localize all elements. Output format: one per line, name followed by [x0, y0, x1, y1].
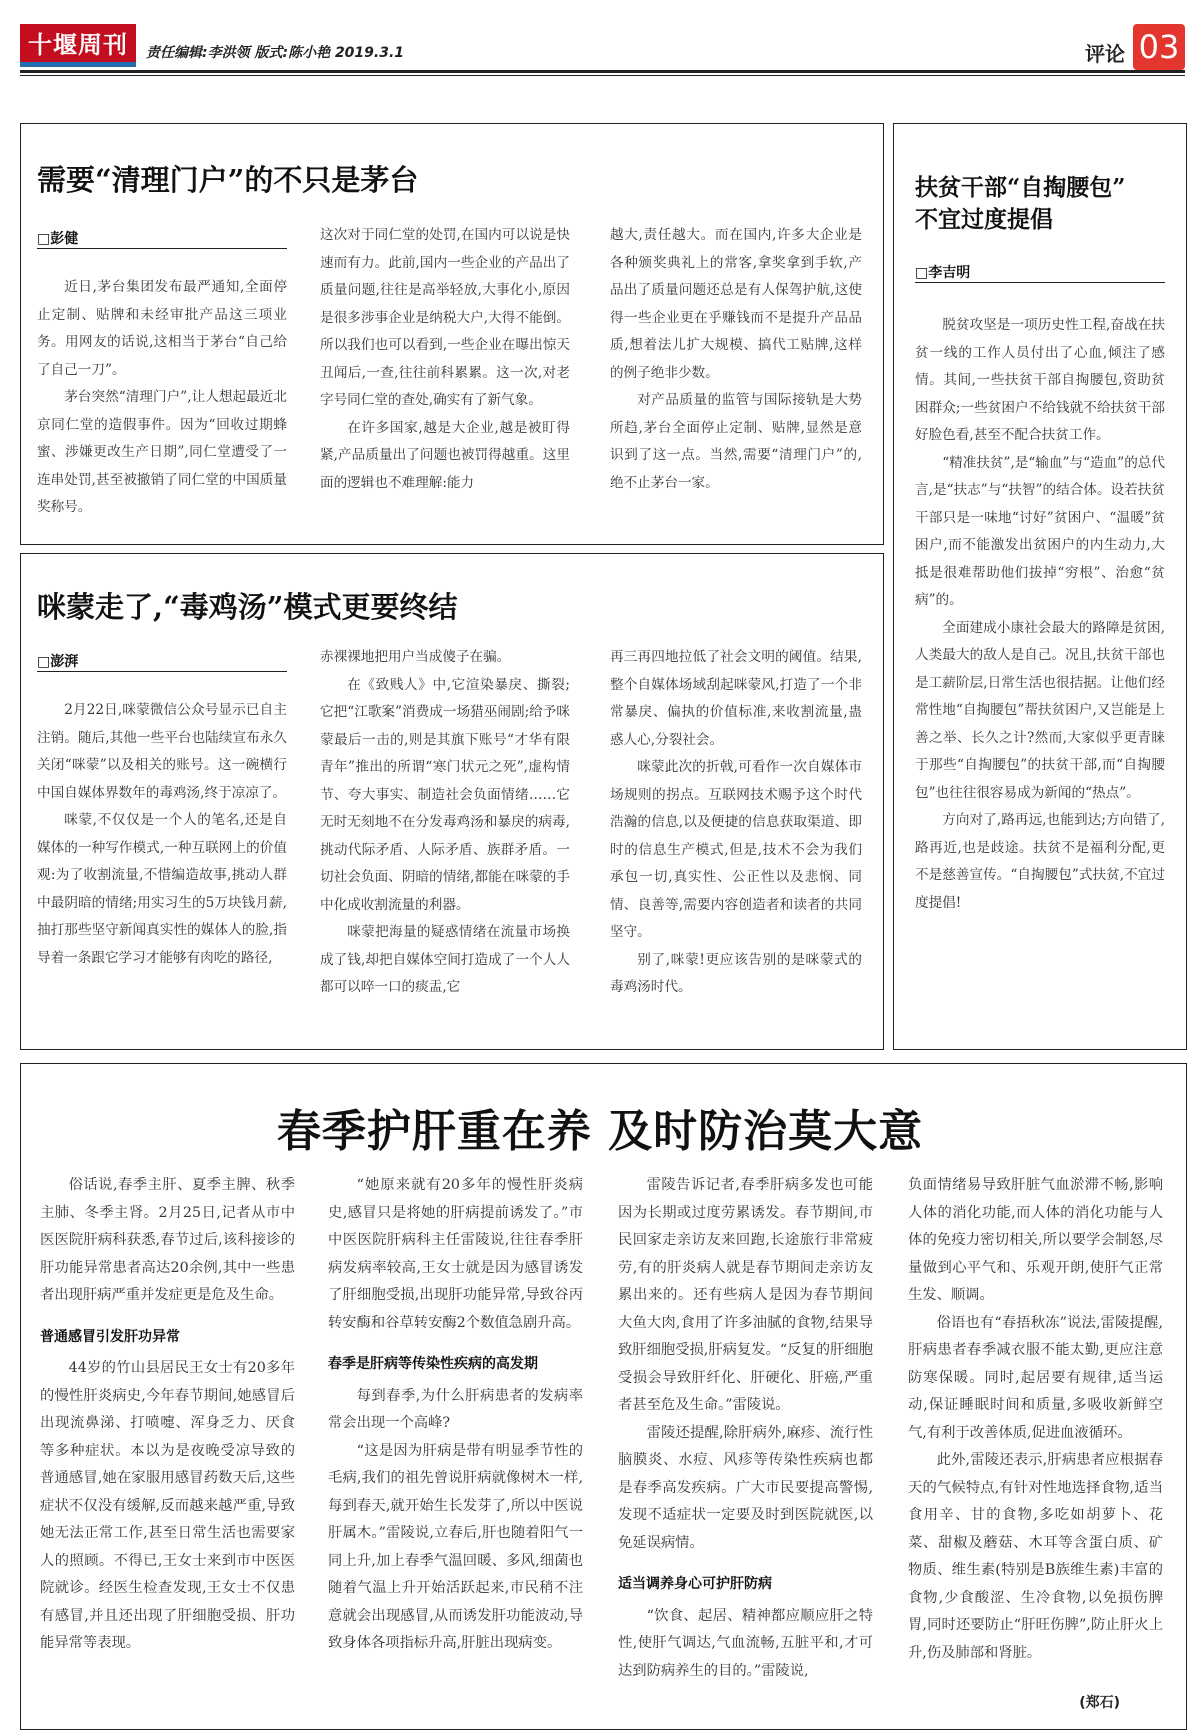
- article-poverty-author: □李吉明: [915, 265, 971, 281]
- paragraph: 越大,责任越大。而在国内,许多大企业是各种颁奖典礼上的常客,拿奖拿到手软,产品出了质量问题还总是有人保驾护航,这使得一些企业更在乎赚钱而不是提升产品品质,想着法儿扩大规模、搞代工贴牌,这样的例子绝非少数。: [610, 227, 862, 381]
- article-liver-signature: (郑石): [1079, 1695, 1120, 1711]
- page-number-badge: 03: [1133, 24, 1185, 70]
- author-rule: [37, 671, 287, 672]
- paragraph: 雷陵告诉记者,春季肝病多发也可能因为长期或过度劳累诱发。春节期间,市民回家走亲访友来回跑,长途旅行非常疲劳,有的肝炎病人就是春节期间走亲访友累出来的。还有些病人是因为春节期间大鱼大肉,食用了许多油腻的食物,结果导致肝细胞受损,肝病复发。“反复的肝细胞受损会导致肝纤化、肝硬化、肝癌,严重者甚至危及生命。”雷陵说。: [618, 1177, 873, 1413]
- paragraph: 咪蒙,不仅仅是一个人的笔名,还是自媒体的一种写作模式,一种互联网上的价值观:为了收割流量,不惜编造故事,挑动人群中最阴暗的情绪;用实习生的5万块钱月薪,抽打那些坚守新闻真实性的媒体人的脸,指导着一条跟它学习才能够有肉吃的路径,: [37, 812, 287, 966]
- paragraph: 负面情绪易导致肝脏气血淤滞不畅,影响人体的消化功能,而人体的消化功能与人体的免疫力密切相关,所以要学会制怒,尽量做到心平气和、乐观开朗,使肝气正常生发、顺调。: [908, 1177, 1163, 1303]
- author-rule: [915, 282, 1165, 283]
- paragraph: 在许多国家,越是大企业,越是被盯得紧,产品质量出了问题也被罚得越重。这里面的逻辑也不难理解:能力: [320, 419, 570, 491]
- article-mimeng-col3: [610, 644, 862, 1002]
- paragraph: 对产品质量的监管与国际接轨是大势所趋,茅台全面停止定制、贴牌,显然是意识到了这一点。当然,需要“清理门户”的,绝不止茅台一家。: [610, 392, 862, 491]
- paragraph: 方向对了,路再远,也能到达;方向错了,路再近,也是歧途。扶贫不是福利分配,更不是慈善宣传。“自掏腰包”式扶贫,不宜过度提倡!: [915, 812, 1165, 911]
- article-poverty-title: [915, 172, 1165, 236]
- article-liver-col4: [908, 1172, 1163, 1667]
- article-poverty-title-line1: 扶贫干部“自掏腰包”: [915, 174, 1126, 201]
- paragraph: 此外,雷陵还表示,肝病患者应根据春天的气候特点,有针对性地选择食物,适当食用辛、甘的食物,多吃如胡萝卜、花菜、甜椒及蘑菇、木耳等含蛋白质、矿物质、维生素(特别是B族维生素)丰富的食物,少食酸涩、生冷食物,以免损伤脾胃,同时还要防止“肝旺伤脾”,防止肝火上升,伤及肺部和肾脏。: [908, 1452, 1163, 1661]
- paragraph: 咪蒙此次的折戟,可看作一次自媒体市场规则的拐点。互联网技术赐予这个时代浩瀚的信息,以及便捷的信息获取渠道、即时的信息生产模式,但是,技术不会为我们承包一切,真实性、公正性以及悲悯、同情、良善等,需要内容创造者和读者的共同坚守。: [610, 759, 862, 940]
- article-mimeng-col1: [37, 697, 287, 972]
- paragraph: 俗语也有“春捂秋冻”说法,雷陵提醒,肝病患者春季减衣服不能太勤,更应注意防寒保暖。同时,起居要有规律,适当运动,保证睡眠时间和质量,多吸收新鲜空气,有利于改善体质,促进血液循环。: [908, 1314, 1163, 1441]
- paragraph: 2月22日,咪蒙微信公众号显示已自主注销。随后,其他一些平台也陆续宣布永久关闭“咪蒙”以及相关的账号。这一碗横行中国自媒体界数年的毒鸡汤,终于凉凉了。: [37, 702, 287, 801]
- article-poverty-body: [915, 312, 1165, 917]
- masthead-logo: 十堰周刊: [20, 24, 136, 66]
- article-mimeng-col2: [320, 644, 570, 1002]
- paragraph: 再三再四地拉低了社会文明的阈值。结果,整个自媒体场域刮起咪蒙风,打造了一个非常暴戾、偏执的价值标准,来收割流量,蛊惑人心,分裂社会。: [610, 649, 862, 748]
- editor-credits: 责任编辑:李洪领 版式:陈小艳 2019.3.1: [146, 45, 405, 61]
- paragraph: 近日,茅台集团发布最严通知,全面停止定制、贴牌和未经审批产品这三项业务。用网友的话说,这相当于茅台“自己给了自己一刀”。: [37, 279, 287, 378]
- article-poverty-title-line2: 不宜过度提倡: [915, 206, 1053, 233]
- paragraph: 咪蒙把海量的疑惑情绪在流量市场换成了钱,却把自媒体空间打造成了一个人人都可以啐一口的痰盂,它: [320, 924, 570, 995]
- paragraph: 44岁的竹山县居民王女士有20多年的慢性肝炎病史,今年春节期间,她感冒后出现流鼻涕、打喷嚏、浑身乏力、厌食等多种症状。本以为是夜晚受凉导致的普通感冒,她在家服用感冒药数天后,这些症状不仅没有缓解,反而越来越严重,导致她无法正常工作,甚至日常生活也需要家人的照顾。不得已,王女士来到市中医医院就诊。经医生检查发现,王女士不仅患有感冒,并且还出现了肝细胞受损、肝功能异常等表现。: [40, 1360, 295, 1651]
- paragraph: 茅台突然“清理门户”,让人想起最近北京同仁堂的造假事件。因为“回收过期蜂蜜、涉嫌更改生产日期”,同仁堂遭受了一连串处罚,甚至被撤销了同仁堂的中国质量奖称号。: [37, 389, 287, 515]
- header-rule: [20, 70, 1185, 73]
- masthead-underline: [20, 62, 136, 67]
- article-liver-col2: [328, 1172, 583, 1658]
- header-rule-thin: [20, 75, 1185, 76]
- article-liver-col1: [40, 1172, 295, 1658]
- paragraph: 全面建成小康社会最大的路障是贫困,人类最大的敌人是自己。况且,扶贫干部也是工薪阶层,日常生活也很拮据。让他们经常性地“自掏腰包”帮扶贫困户,又岂能是上善之举、长久之计?然而,大家似乎更青睐于那些“自掏腰包”的扶贫干部,而“自掏腰包”也往往很容易成为新闻的“热点”。: [915, 619, 1165, 801]
- author-rule: [37, 248, 287, 249]
- subheading: 适当调养身心可护肝防病: [618, 1576, 772, 1592]
- paragraph: 每到春季,为什么肝病患者的发病率常会出现一个高峰?: [328, 1387, 583, 1431]
- article-moutai-col3: [610, 222, 862, 497]
- article-moutai-title: 需要“清理门户”的不只是茅台: [37, 163, 419, 197]
- subheading: 普通感冒引发肝功异常: [40, 1328, 180, 1345]
- paragraph: “她原来就有20多年的慢性肝炎病史,感冒只是将她的肝病提前诱发了。”市中医医院肝病科主任雷陵说,往往春季肝病发病率较高,王女士就是因为感冒诱发了肝细胞受损,出现肝功能异常,导致谷丙转安酶和谷草转安酶2个数值急剧升高。: [328, 1177, 583, 1331]
- article-moutai-author: □彭健: [37, 231, 79, 247]
- paragraph: 雷陵还提醒,除肝病外,麻疹、流行性脑膜炎、水痘、风疹等传染性疾病也都是春季高发疾病。广大市民要提高警惕,发现不适症状一定要及时到医院就医,以免延误病情。: [618, 1424, 873, 1551]
- article-moutai-col1: [37, 274, 287, 522]
- paragraph: 别了,咪蒙!更应该告别的是咪蒙式的毒鸡汤时代。: [610, 951, 862, 995]
- paragraph: 脱贫攻坚是一项历史性工程,奋战在扶贫一线的工作人员付出了心血,倾注了感情。其间,一些扶贫干部自掏腰包,资助贫困群众;一些贫困户不给钱就不给扶贫干部好脸色看,甚至不配合扶贫工作。: [915, 317, 1165, 443]
- subheading: 春季是肝病等传染性疾病的高发期: [328, 1356, 538, 1372]
- paragraph: 在《致贱人》中,它渲染暴戾、撕裂;它把“江歌案”消费成一场猎巫闹剧;给予咪蒙最后一击的,则是其旗下账号“才华有限青年”推出的所谓“寒门状元之死”,虚构情节、夸大事实、制造社会负面情绪……它无时无刻地不在分发毒鸡汤和暴戾的病毒,挑动代际矛盾、人际矛盾、族群矛盾。一切社会负面、阴暗的情绪,都能在咪蒙的手中化成收割流量的利器。: [320, 676, 570, 913]
- paragraph: “这是因为肝病是带有明显季节性的毛病,我们的祖先曾说肝病就像树木一样,每到春天,就开始生长发芽了,所以中医说肝属木。”雷陵说,立春后,肝也随着阳气一同上升,加上春季气温回暖、多风,细菌也随着气温上升开始活跃起来,市民稍不注意就会出现感冒,从而诱发肝功能波动,导致身体各项指标升高,肝脏出现病变。: [328, 1442, 583, 1651]
- article-moutai-col2: [320, 222, 570, 497]
- paragraph: 俗话说,春季主肝、夏季主脾、秋季主肺、冬季主肾。2月25日,记者从市中医医院肝病科获悉,春节过后,该科接诊的肝功能异常患者高达20余例,其中一些患者出现肝病严重并发症更是危及生命。: [40, 1177, 295, 1303]
- article-liver-title: 春季护肝重在养 及时防治莫大意: [276, 1106, 924, 1157]
- paragraph: “精准扶贫”,是“输血”与“造血”的总代言,是“扶志”与“扶智”的结合体。设若扶贫干部只是一味地“讨好”贫困户、“温暖”贫困户,而不能激发出贫困户的内生动力,大抵是很难帮助他们拔掉“穷根”、治愈“贫病”的。: [915, 454, 1165, 608]
- article-mimeng-author: □澎湃: [37, 654, 79, 670]
- paragraph: 这次对于同仁堂的处罚,在国内可以说是快速而有力。此前,国内一些企业的产品出了质量问题,往往是高举轻放,大事化小,原因是很多涉事企业是纳税大户,大得不能倒。所以我们也可以看到,一些企业在曝出惊天丑闻后,一查,往往前科累累。这一次,对老字号同仁堂的查处,确实有了新气象。: [320, 227, 570, 408]
- article-mimeng-title: 咪蒙走了,“毒鸡汤”模式更要终结: [37, 590, 458, 624]
- article-liver-col3: [618, 1172, 873, 1685]
- section-label: 评论: [1085, 42, 1125, 66]
- paragraph: 赤裸裸地把用户当成傻子在骗。: [320, 649, 511, 665]
- paragraph: “饮食、起居、精神都应顺应肝之特性,使肝气调达,气血流畅,五脏平和,才可达到防病养生的目的。”雷陵说,: [618, 1607, 873, 1679]
